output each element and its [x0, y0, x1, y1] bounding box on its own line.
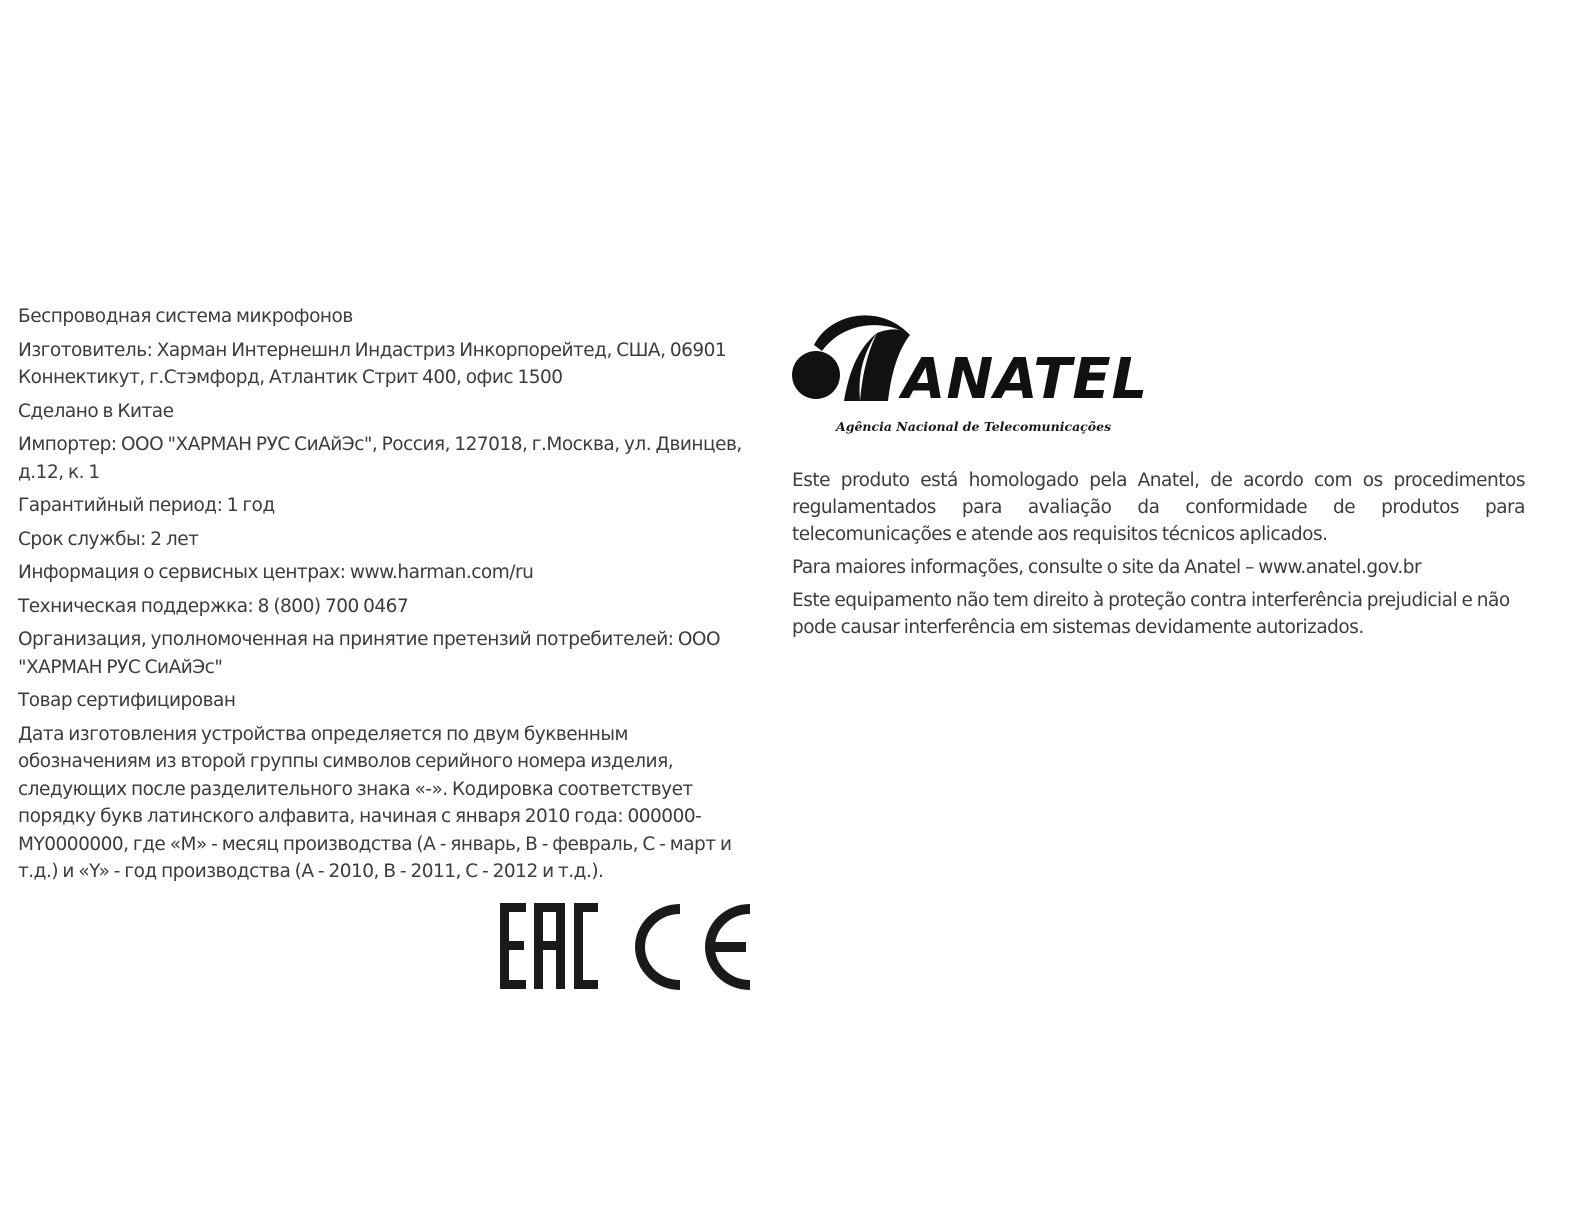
service-centers-info: Информация о сервисных центрах: www.harman.com/ru — [18, 562, 534, 583]
anatel-more-info: Para maiores informações, consulte o site da Anatel – www.anatel.gov.br — [792, 557, 1422, 578]
made-in: Сделано в Китае — [18, 400, 174, 422]
anatel-logo — [792, 300, 1149, 440]
service-life: Срок службы: 2 лет — [18, 528, 199, 550]
certification-marks — [498, 901, 758, 993]
manufacture-date-info: Дата изготовления устройства определяется по двум буквенным обозначениям из второй группы символов серийного номера изделия, следующих после разделительного знака «-». Кодировка соответствует порядку букв латинского алфавита, начиная с января 2010 года: 000000- MY0000000, где «M» - месяц производства (А - январь, B - февраль, C - март и т.д.) и «Y» - год производства (А - 2010, B - 2011, C - 2012 и т.д.). — [18, 723, 732, 882]
certified-notice: Товар сертифицирован — [18, 690, 236, 711]
anatel-text — [792, 467, 1525, 641]
claims-organization: Организация, уполномоченная на принятие претензий потребителей: ООО "ХАРМАН РУС СиАйЭс" — [18, 629, 721, 678]
eac-mark — [500, 903, 598, 989]
russian-regulatory-info — [18, 303, 758, 892]
anatel-section — [792, 300, 1525, 647]
ce-mark — [640, 909, 750, 985]
importer-info: Импортер: ООО "ХАРМАН РУС СиАйЭс", Россия, 127018, г.Москва, ул. Двинцев, д.12, к. 1 — [18, 434, 742, 483]
anatel-homologation: Este produto está homologado pela Anatel, de acordo com os procedimentos regulamentados para avaliação da conformidade de produtos para telecomunicações e atende aos requisitos técnicos aplicados. — [792, 470, 1525, 545]
manufacturer-info: Изготовитель: Харман Интернешнл Индастриз Инкорпорейтед, США, 06901 Коннектикут, г.Стэмфорд, Атлантик Стрит 400, офис 1500 — [18, 339, 727, 388]
anatel-wordmark: ANATEL — [902, 347, 1149, 412]
anatel-interference: Este equipamento não tem direito à proteção contra interferência prejudicial e não pode causar interferência em sistemas devidamente autorizados. — [792, 590, 1510, 638]
technical-support: Техническая поддержка: 8 (800) 700 0467 — [18, 595, 409, 617]
product-name: Беспроводная система микрофонов — [18, 306, 353, 327]
warranty-period: Гарантийный период: 1 год — [18, 495, 275, 516]
anatel-tagline: Agência Nacional de Telecomunicações — [836, 419, 1112, 434]
